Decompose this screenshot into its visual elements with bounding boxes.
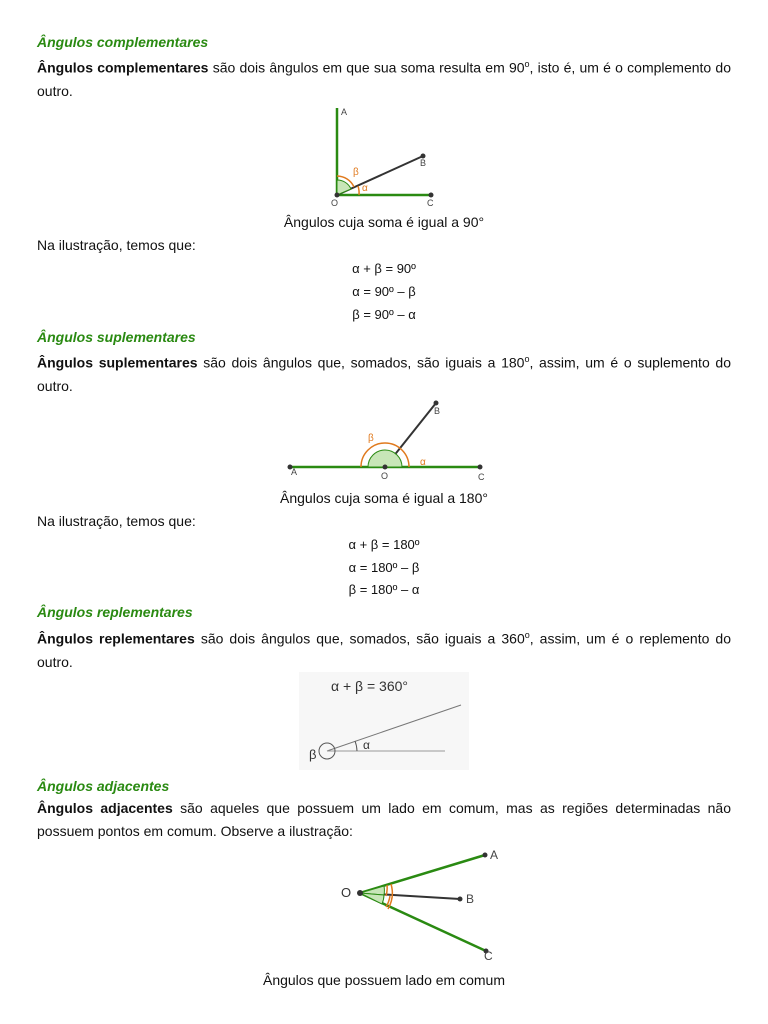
- point-c: [429, 193, 434, 198]
- equation: β = 90º – α: [352, 307, 416, 322]
- heading-adjacentes: Ângulos adjacentes: [37, 778, 170, 794]
- complementary-angle-diagram: [327, 100, 487, 212]
- label-c: C: [427, 198, 434, 208]
- equation: β = 180º – α: [348, 582, 420, 597]
- label-a: A: [490, 848, 499, 862]
- paragraph-replementares: [37, 624, 731, 674]
- lead-suplementares: Na ilustração, temos que:: [37, 513, 196, 529]
- point-b: [434, 401, 439, 406]
- label-o: O: [381, 471, 389, 481]
- caption-complementares: Ângulos cuja soma é igual a 90°: [283, 214, 485, 230]
- label-a: A: [341, 107, 348, 117]
- label-a: A: [291, 467, 298, 477]
- paragraph-text: são dois ângulos em que sua soma resulta em 90: [208, 59, 525, 76]
- label-beta: β: [353, 167, 359, 178]
- heading-complementares: Ângulos complementares: [37, 34, 209, 50]
- degree-sup: o: [524, 59, 530, 69]
- label-alpha: α: [362, 183, 368, 194]
- alpha-arc: [358, 186, 359, 195]
- label-c: C: [484, 949, 493, 963]
- paragraph-text: , assim, um é o replemento do outro.: [37, 630, 732, 670]
- equation: α + β = 180º: [348, 537, 420, 552]
- label-o: O: [331, 198, 339, 208]
- caption-adjacentes: Ângulos que possuem lado em comum: [262, 972, 506, 988]
- paragraph-text: são dois ângulos que, somados, são iguais a 360: [194, 630, 525, 647]
- label-alpha: α: [363, 738, 370, 752]
- paragraph-text: são aqueles que possuem um lado em comum, mas as regiões determinadas não possuem pontos em comum. Observe a ilustração:: [37, 800, 731, 839]
- bold-term: Ângulos replementares: [37, 630, 195, 647]
- paragraph-text: , assim, um é o suplemento do outro.: [37, 354, 732, 394]
- degree-sup: o: [524, 630, 530, 640]
- paragraph-text: , isto é, um é o complemento do outro.: [37, 59, 731, 99]
- point-o: [383, 465, 388, 470]
- point-b: [458, 897, 463, 902]
- label-o: O: [341, 885, 352, 900]
- caption-suplementares: Ângulos cuja soma é igual a 180°: [280, 490, 488, 506]
- point-o: [357, 890, 363, 896]
- label-b: B: [434, 406, 441, 416]
- paragraph-complementares: [37, 53, 731, 103]
- heading-suplementares: Ângulos suplementares: [37, 329, 196, 345]
- paragraph-text: são dois ângulos que, somados, são iguais a 180: [197, 354, 525, 371]
- equation: α + β = 90º: [352, 261, 416, 276]
- replementary-angle-diagram: [299, 672, 469, 770]
- bold-term: Ângulos complementares: [37, 59, 209, 76]
- degree-sup: o: [524, 354, 530, 364]
- label-beta: β: [309, 747, 317, 762]
- label-c: C: [478, 472, 485, 482]
- heading-replementares: Ângulos replementares: [37, 604, 193, 620]
- point-o: [335, 193, 340, 198]
- arc-aob: [386, 885, 387, 896]
- angle-fill-lower: [360, 893, 384, 904]
- adjacent-angle-diagram: [300, 845, 510, 963]
- equation: α = 180º – β: [348, 560, 420, 575]
- label-b: B: [420, 158, 427, 168]
- label-alpha: α: [420, 457, 426, 468]
- bold-term: Ângulos adjacentes: [37, 800, 173, 816]
- point-c: [478, 465, 483, 470]
- formula-text: α + β = 360°: [331, 678, 409, 694]
- point-a: [483, 853, 488, 858]
- lead-complementares: Na ilustração, temos que:: [37, 237, 196, 253]
- bold-term: Ângulos suplementares: [37, 354, 198, 371]
- supplementary-angle-diagram: [282, 395, 492, 485]
- label-beta: β: [368, 433, 374, 444]
- paragraph-adjacentes: [37, 797, 731, 843]
- paragraph-suplementares: [37, 348, 731, 398]
- label-b: B: [466, 892, 475, 906]
- equation: α = 90º – β: [352, 284, 416, 299]
